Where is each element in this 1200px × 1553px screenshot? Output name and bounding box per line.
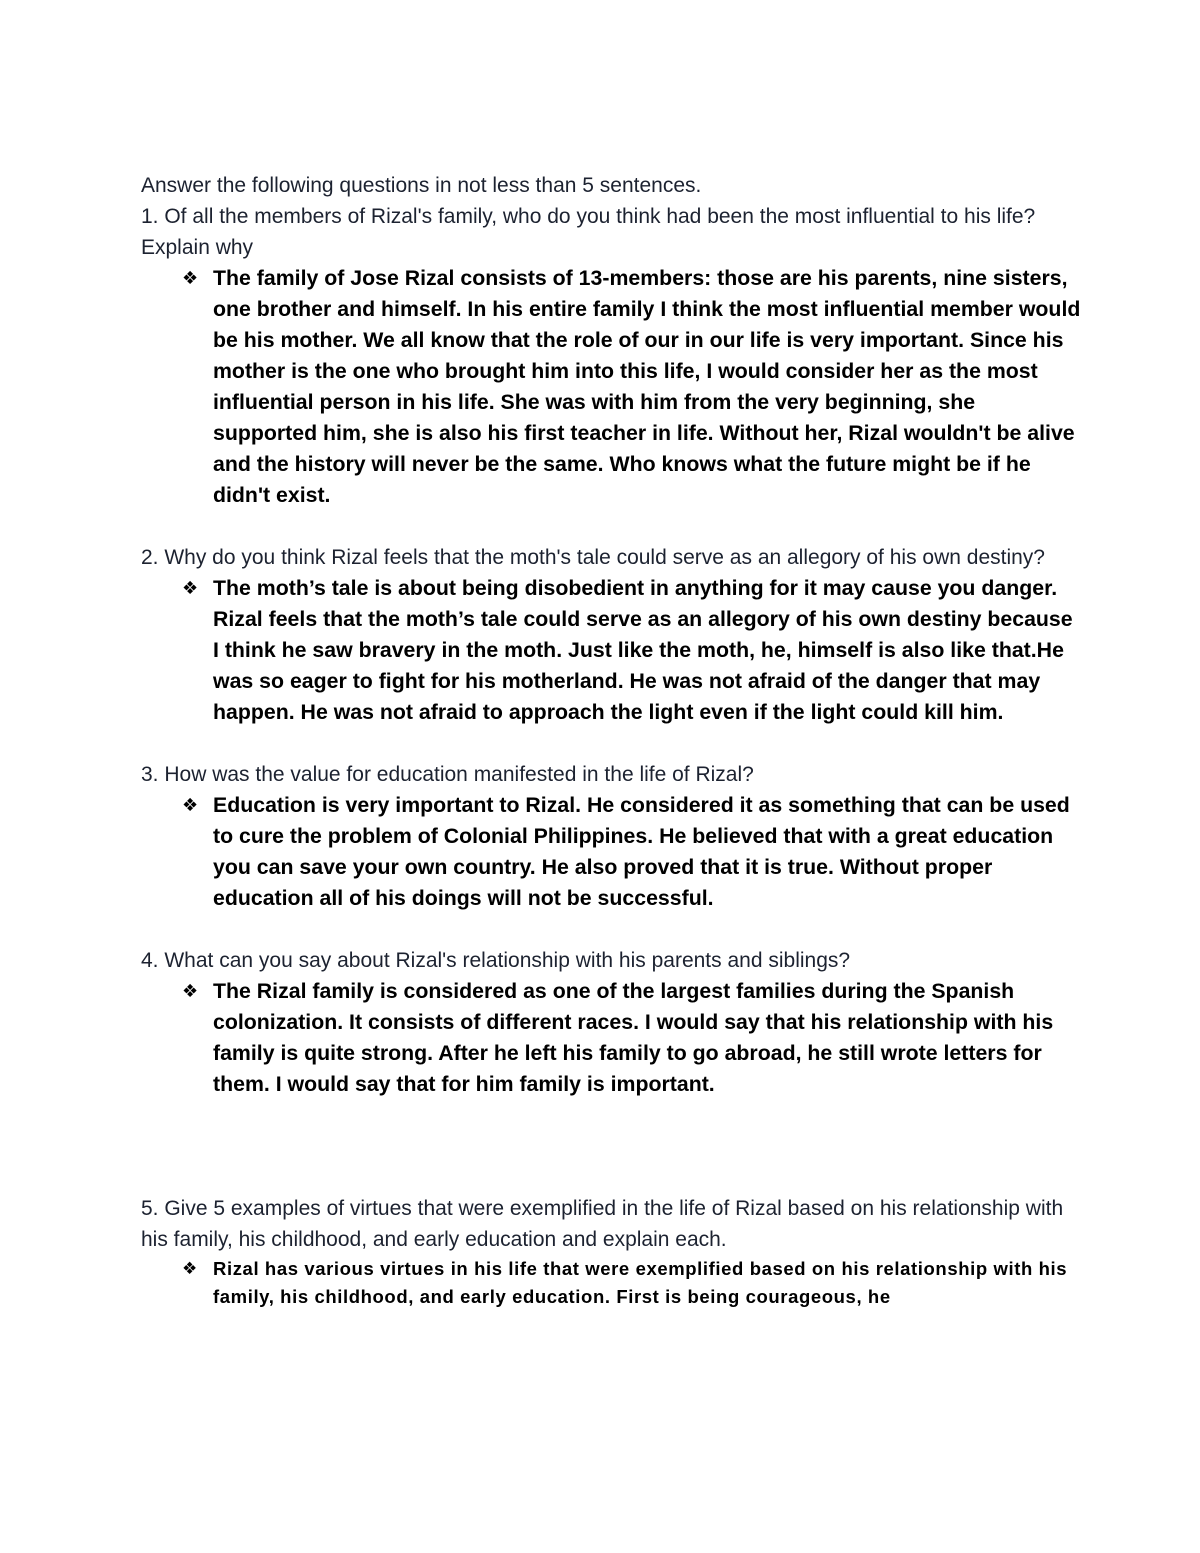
answer-5-text: Rizal has various virtues in his life that were exemplified based on his relationship with his family, his childhood, and early education. First is being courageous, he bbox=[213, 1258, 1068, 1307]
question-block-1 bbox=[141, 201, 1081, 511]
diamond-bullet-icon: ❖ bbox=[182, 1259, 198, 1279]
question-block-2 bbox=[141, 542, 1081, 728]
answer-4 bbox=[182, 976, 1081, 1100]
question-1: 1. Of all the members of Rizal's family, who do you think had been the most influential to his life? Explain why bbox=[141, 205, 1036, 259]
diamond-bullet-icon: ❖ bbox=[182, 981, 199, 1002]
diamond-bullet-icon: ❖ bbox=[182, 268, 199, 289]
document-body bbox=[141, 170, 1081, 1311]
answer-3-text: Education is very important to Rizal. He considered it as something that can be used to cure the problem of Colonial Philippines. He believed that with a great education you can save your own country. He also proved that it is true. Without proper education all of his doings will not be successful. bbox=[213, 793, 1070, 910]
question-4: 4. What can you say about Rizal's relationship with his parents and siblings? bbox=[141, 949, 851, 972]
instruction-text: Answer the following questions in not less than 5 sentences. bbox=[141, 174, 702, 197]
question-3: 3. How was the value for education manifested in the life of Rizal? bbox=[141, 763, 754, 786]
question-block-4 bbox=[141, 945, 1081, 1100]
question-block-3 bbox=[141, 759, 1081, 914]
answer-2 bbox=[182, 573, 1081, 728]
answer-2-text: The moth’s tale is about being disobedient in anything for it may cause you danger. Rizal feels that the moth’s tale could serve as an allegory of his own destiny because I think he saw bravery in the moth. Just like the moth, he, himself is also like that.He was so eager to fight for his motherland. He was not afraid of the danger that may happen. He was not afraid to approach the light even if the light could kill him. bbox=[213, 576, 1073, 724]
diamond-bullet-icon: ❖ bbox=[182, 578, 199, 599]
question-5: 5. Give 5 examples of virtues that were exemplified in the life of Rizal based on his relationship with his family, his childhood, and early education and explain each. bbox=[141, 1197, 1064, 1251]
answer-5 bbox=[182, 1255, 1081, 1311]
answer-4-text: The Rizal family is considered as one of the largest families during the Spanish colonization. It consists of different races. I would say that his relationship with his family is quite strong. After he left his family to go abroad, he still wrote letters for them. I would say that for him family is important. bbox=[213, 979, 1054, 1096]
question-2: 2. Why do you think Rizal feels that the moth's tale could serve as an allegory of his own destiny? bbox=[141, 546, 1045, 569]
question-block-5 bbox=[141, 1193, 1081, 1311]
diamond-bullet-icon: ❖ bbox=[182, 795, 199, 816]
answer-3 bbox=[182, 790, 1081, 914]
answer-1-text: The family of Jose Rizal consists of 13-members: those are his parents, nine sisters, one brother and himself. In his entire family I think the most influential member would be his mother. We all know that the role of our in our life is very important. Since his mother is the one who brought him into this life, I would consider her as the most influential person in his life. She was with him from the very beginning, she supported him, she is also his first teacher in life. Without her, Rizal wouldn't be alive and the history will never be the same. Who knows what the future might be if he didn't exist. bbox=[213, 266, 1081, 507]
answer-1 bbox=[182, 263, 1081, 511]
